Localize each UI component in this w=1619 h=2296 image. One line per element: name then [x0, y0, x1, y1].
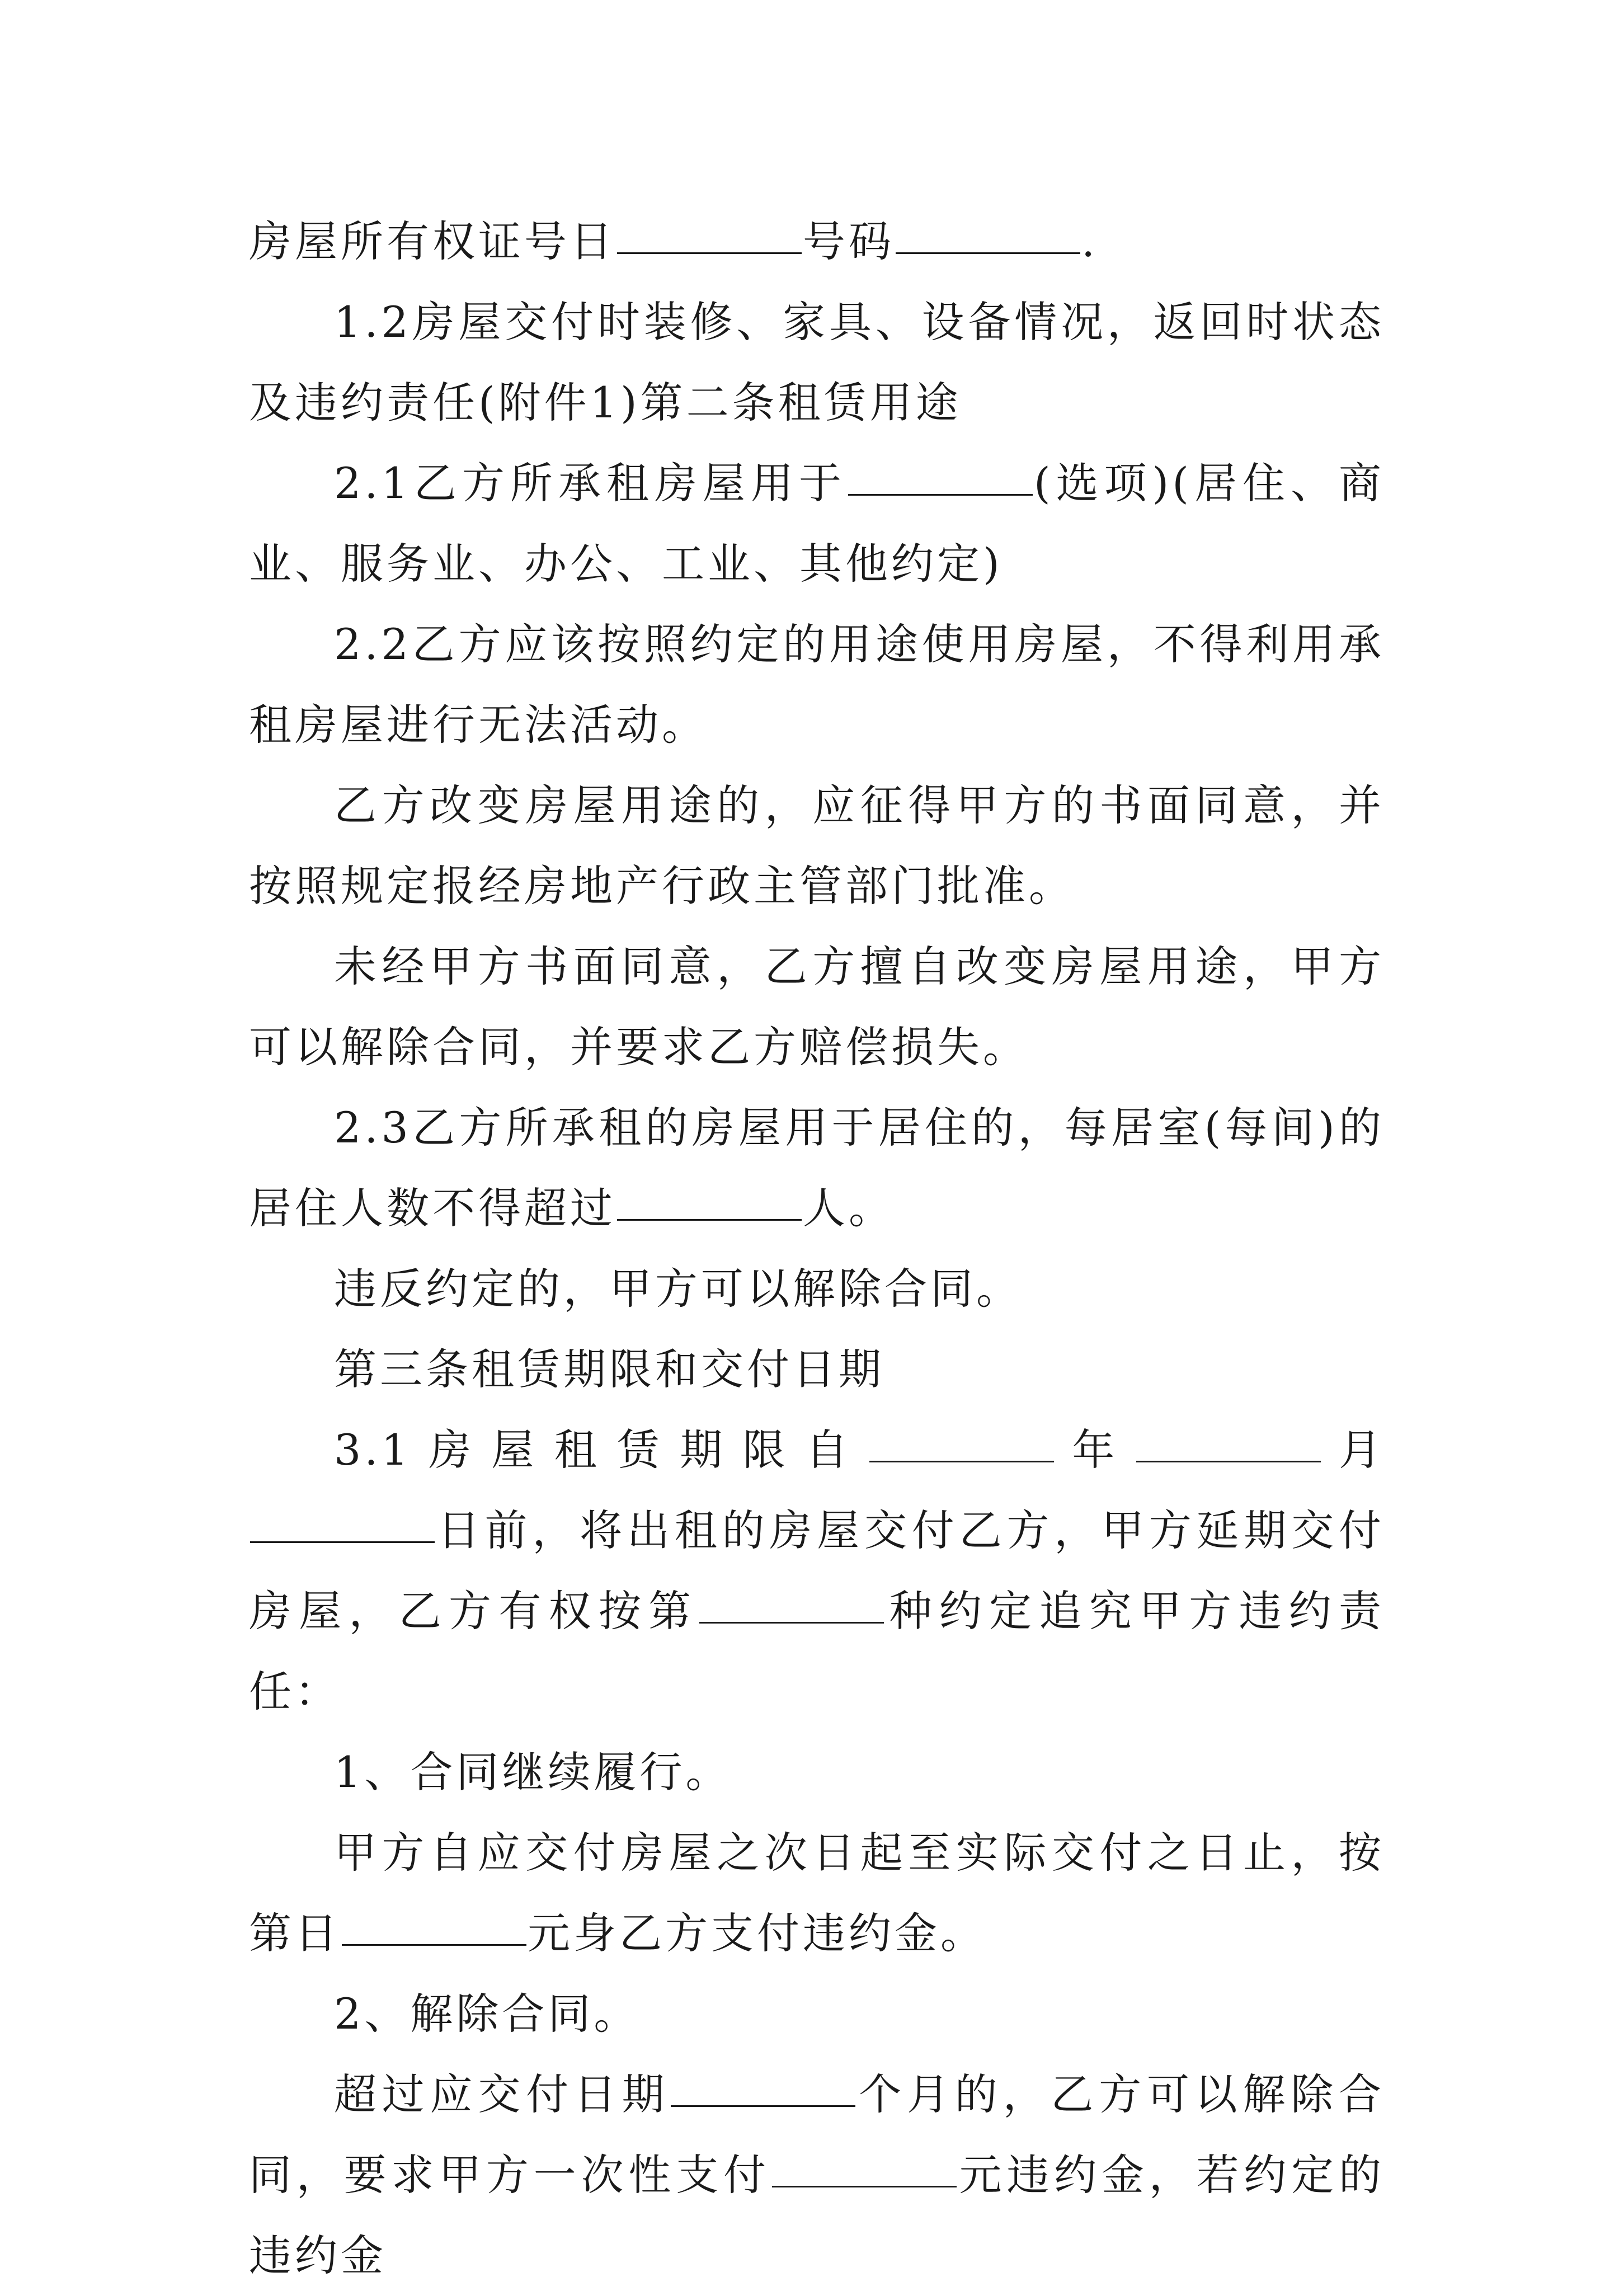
fill-blank — [869, 1460, 1054, 1462]
text-segment: 2.3乙方所承租的房屋用于居住的，每居室(每间)的居住人数不得超过 — [249, 1103, 1385, 1233]
paragraph-unauthorized-change — [249, 926, 1385, 1088]
text-segment: 违反约定的，甲方可以解除合同。 — [334, 1264, 1022, 1314]
text-segment: 甲方自应交付房屋之次日起至实际交付之日止，按第日 — [249, 1828, 1385, 1958]
fill-blank — [896, 252, 1080, 254]
paragraph-3-1 — [249, 1410, 1385, 1732]
text-segment: 2.2乙方应该按照约定的用途使用房屋，不得利用承租房屋进行无法活动。 — [249, 619, 1385, 750]
fill-blank — [1136, 1460, 1321, 1462]
text-segment: 年 — [1055, 1425, 1135, 1475]
fill-blank — [617, 252, 802, 254]
text-segment: 第三条租赁期限和交付日期 — [334, 1344, 884, 1394]
text-segment: 乙方改变房屋用途的，应征得甲方的书面同意，并按照规定报经房地产行政主管部门批准。 — [249, 780, 1385, 911]
text-segment: 号码 — [803, 217, 895, 266]
text-segment: 元身乙方支付违约金。 — [528, 1908, 986, 1958]
text-segment: 人。 — [803, 1183, 895, 1233]
option-1-heading — [249, 1732, 1385, 1813]
paragraph-option-2 — [249, 2054, 1385, 2296]
text-segment: . — [1081, 217, 1099, 266]
paragraph-change-use — [249, 765, 1385, 926]
paragraph-2-3 — [249, 1088, 1385, 1249]
text-segment: 1.2房屋交付时装修、家具、设备情况，返回时状态及违约责任(附件1)第二条租赁用途 — [249, 297, 1385, 427]
text-segment: 未经甲方书面同意，乙方擅自改变房屋用途，甲方可以解除合同，并要求乙方赔偿损失。 — [249, 942, 1385, 1072]
text-segment: 3.1房屋租赁期限自 — [334, 1425, 869, 1475]
text-segment: 超过应交付日期 — [334, 2069, 670, 2119]
fill-blank — [848, 493, 1033, 496]
paragraph-2-2 — [249, 604, 1385, 765]
text-segment: 1、合同继续履行。 — [334, 1747, 732, 1797]
text-segment: 房屋所有权证号日 — [249, 217, 616, 266]
text-segment: 日前，将出租的房屋交付乙方，甲方延期交付房屋，乙方有权按第 — [249, 1505, 1385, 1636]
article-3-heading — [249, 1329, 1385, 1410]
paragraph-option-1 — [249, 1813, 1385, 1974]
fill-blank — [699, 1621, 884, 1624]
text-segment: 月 — [1321, 1425, 1385, 1475]
text-segment: 2.1乙方所承租房屋用于 — [334, 458, 847, 508]
text-segment: 元违约金，若约定的违约金 — [249, 2150, 1385, 2280]
paragraph-2-1 — [249, 443, 1385, 604]
fill-blank — [342, 1944, 526, 1946]
fill-blank — [617, 1218, 802, 1221]
document-body — [249, 201, 1385, 2296]
fill-blank — [671, 2105, 855, 2107]
paragraph-1-2 — [249, 282, 1385, 443]
option-2-heading — [249, 1974, 1385, 2054]
text-segment: 种约定追究甲方违约责任： — [249, 1586, 1385, 1716]
fill-blank — [772, 2185, 957, 2187]
fill-blank — [250, 1541, 435, 1543]
text-segment: (选项)(居住、商业、服务业、办公、工业、其他约定) — [249, 458, 1385, 589]
text-segment: 个月的，乙方可以解除合同，要求甲方一次性支付 — [249, 2069, 1385, 2200]
paragraph-property-certificate — [249, 201, 1385, 282]
paragraph-violation — [249, 1249, 1385, 1329]
text-segment: 2、解除合同。 — [334, 1989, 640, 2039]
